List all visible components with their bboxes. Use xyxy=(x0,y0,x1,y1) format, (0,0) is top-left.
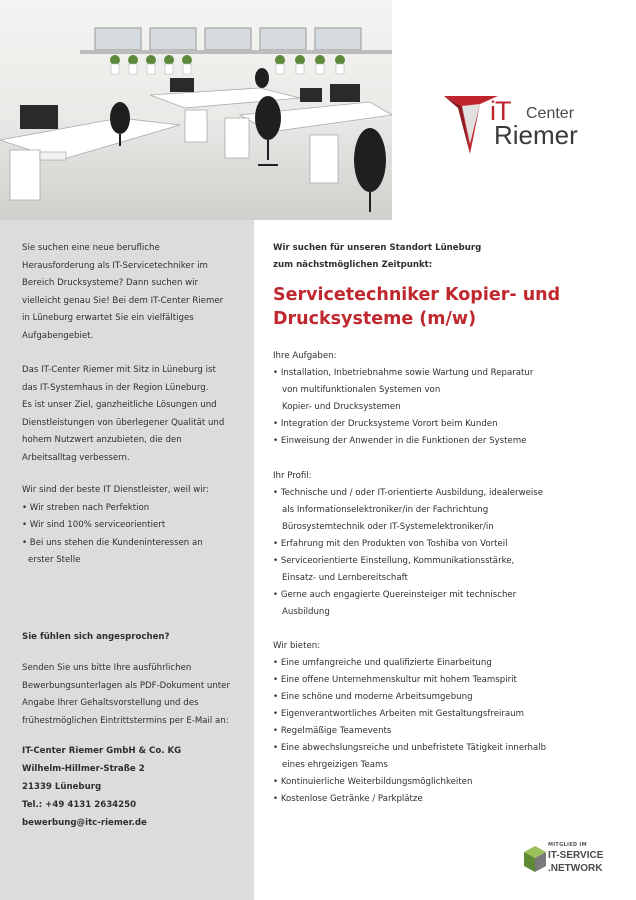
badge-member-label: MITGLIED IM xyxy=(548,842,587,848)
company-logo xyxy=(440,84,600,156)
list-item: • Eine offene Unternehmenskultur mit hohem Teamspirit xyxy=(273,672,618,689)
text-line: Bereich Drucksysteme? Dann suchen wir xyxy=(22,278,199,288)
title-line: Servicetechniker Kopier- und xyxy=(273,285,561,305)
list-item-continuation: erster Stelle xyxy=(28,555,81,565)
about-paragraph xyxy=(22,362,250,467)
text-line: Herausforderung als IT-Servicetechniker im xyxy=(22,260,208,271)
phone-number: Tel.: +49 4131 2634250 xyxy=(22,800,137,810)
list-item: • Wir streben nach Perfektion xyxy=(22,502,150,513)
logo-it: iT xyxy=(490,96,511,126)
list-item-continuation: Ausbildung xyxy=(282,607,330,617)
logo-riemer: Riemer xyxy=(494,120,578,150)
intro-line: Wir suchen für unseren Standort Lüneburg xyxy=(273,243,482,253)
text-line: vielleicht genau Sie! Bei dem IT-Center Riemer xyxy=(22,295,224,306)
list-item: • Eine schöne und moderne Arbeitsumgebung xyxy=(273,689,618,706)
text-line: Arbeitsalltag verbessern. xyxy=(22,452,130,463)
tasks-heading: Ihre Aufgaben: xyxy=(273,351,337,361)
intro-paragraph xyxy=(22,240,250,345)
list-item: • Serviceorientierte Einstellung, Kommunikationsstärke, xyxy=(273,553,618,570)
logo-center: Center xyxy=(526,105,575,122)
title-line: Drucksysteme (m/w) xyxy=(273,309,477,329)
offers-heading: Wir bieten: xyxy=(273,641,321,651)
text-line: Dienstleistungen von überlegener Qualität und xyxy=(22,417,225,428)
text-line: Es ist unser Ziel, ganzheitliche Lösungen und xyxy=(22,400,217,410)
list-item-continuation: von multifunktionalen Systemen von xyxy=(282,385,441,395)
list-item: • Technische und / oder IT-orientierte Ausbildung, idealerweise xyxy=(273,485,618,502)
list-item: • Wir sind 100% serviceorientiert xyxy=(22,520,166,530)
list-item: • Erfahrung mit den Produkten von Toshiba von Vorteil xyxy=(273,536,618,553)
list-item-continuation: Bürosystemtechnik oder IT-Systemelektroniker/in xyxy=(282,522,494,532)
job-title xyxy=(273,283,603,331)
reasons-list xyxy=(22,482,250,570)
text-line: Bewerbungsunterlagen als PDF-Dokument unter xyxy=(22,680,230,691)
street-address: Wilhelm-Hillmer-Straße 2 xyxy=(22,764,145,774)
tasks-section xyxy=(273,348,618,450)
intro-line: zum nächstmöglichen Zeitpunkt: xyxy=(273,260,433,270)
list-item: • Installation, Inbetriebnahme sowie Wartung und Reparatur xyxy=(273,365,618,382)
text-line: Sie suchen eine neue berufliche xyxy=(22,243,160,253)
list-item-continuation: Einsatz- und Lernbereitschaft xyxy=(282,573,408,583)
apply-heading: Sie fühlen sich angesprochen? xyxy=(22,632,170,642)
text-line: Senden Sie uns bitte Ihre ausführlichen xyxy=(22,663,192,673)
list-item: • Gerne auch engagierte Quereinsteiger mit technischer xyxy=(273,587,618,604)
list-item-continuation: Kopier- und Drucksystemen xyxy=(282,402,401,412)
text-line: Aufgabengebiet. xyxy=(22,330,94,341)
it-service-network-badge xyxy=(524,838,624,884)
contact-block xyxy=(22,742,250,832)
text-line: Angabe Ihrer Gehaltsvorstellung und des xyxy=(22,698,199,708)
list-item: • Kontinuierliche Weiterbildungsmöglichkeiten xyxy=(273,774,618,791)
list-item: • Integration der Drucksysteme Vorort beim Kunden xyxy=(273,416,618,433)
badge-line2: .NETWORK xyxy=(548,863,603,874)
list-item-continuation: als Informationselektroniker/in der Fachrichtung xyxy=(282,505,489,515)
list-item: • Bei uns stehen die Kundeninteressen an xyxy=(22,537,203,548)
office-photo xyxy=(0,0,392,220)
offers-section xyxy=(273,638,618,808)
email-link[interactable]: bewerbung@itc-riemer.de xyxy=(22,818,147,828)
text-line: Das IT-Center Riemer mit Sitz in Lüneburg ist xyxy=(22,365,216,375)
list-item-continuation: eines ehrgeizigen Teams xyxy=(282,760,388,770)
text-line: hohem Nutzwert anzubieten, die den xyxy=(22,435,182,445)
profile-heading: Ihr Profil: xyxy=(273,471,312,481)
list-item: • Regelmäßige Teamevents xyxy=(273,723,618,740)
text-line: das IT-Systemhaus in der Region Lüneburg. xyxy=(22,382,209,393)
reasons-heading: Wir sind der beste IT Dienstleister, weil wir: xyxy=(22,485,209,495)
list-item: • Einweisung der Anwender in die Funktionen der Systeme xyxy=(273,433,618,450)
text-line: in Lüneburg erwartet Sie ein vielfältiges xyxy=(22,313,194,323)
network-cube-icon xyxy=(524,846,546,876)
job-intro xyxy=(273,240,618,274)
list-item: • Kostenlose Getränke / Parkplätze xyxy=(273,791,618,808)
list-item: • Eine umfangreiche und qualifizierte Einarbeitung xyxy=(273,655,618,672)
city: 21339 Lüneburg xyxy=(22,782,102,792)
list-item: • Eine abwechslungsreiche und unbefristete Tätigkeit innerhalb xyxy=(273,740,618,757)
profile-section xyxy=(273,468,618,621)
badge-line1: IT-SERVICE xyxy=(548,850,604,861)
apply-paragraph xyxy=(22,660,250,730)
list-item: • Eigenverantwortliches Arbeiten mit Gestaltungsfreiraum xyxy=(273,706,618,723)
company-name: IT-Center Riemer GmbH & Co. KG xyxy=(22,746,182,756)
text-line: frühestmöglichen Eintrittstermins per E-Mail an: xyxy=(22,715,229,726)
